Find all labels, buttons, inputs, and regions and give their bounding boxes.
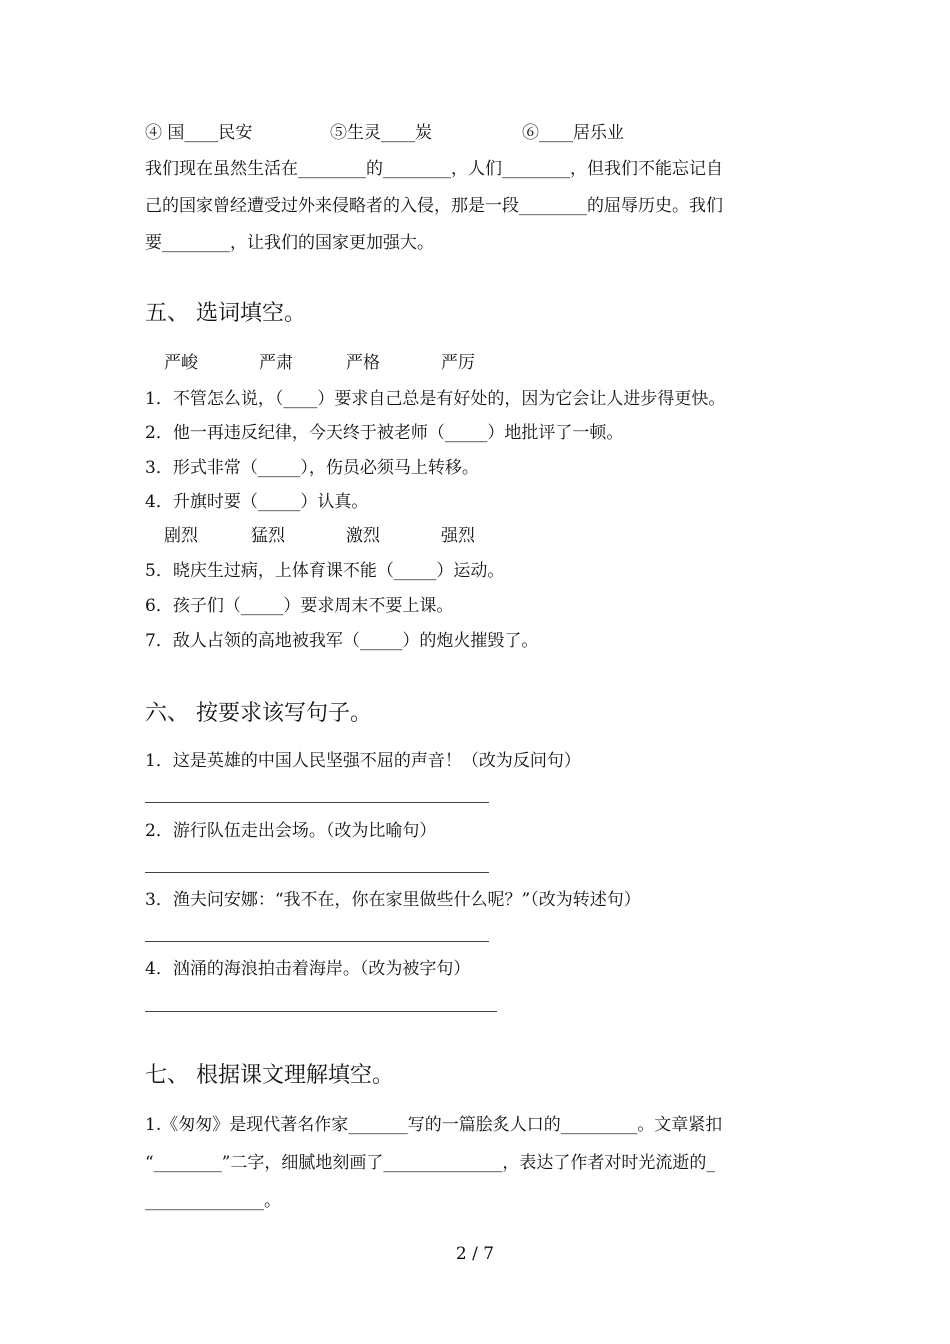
word-option: 猛烈: [251, 526, 285, 546]
idiom-4: ④ 国____民安: [145, 123, 253, 143]
fill-line-1: 1.《匆匆》是现代著名作家_______写的一篇脍炙人口的_________。文章紧扣: [145, 1115, 723, 1135]
question-6: 6．孩子们（_____）要求周末不要上课。: [145, 596, 454, 616]
paragraph-line-2: 己的国家曾经遭受过外来侵略者的入侵，那是一段________的屈辱历史。我们: [145, 196, 723, 216]
idiom-5: ⑤生灵____炭: [330, 123, 432, 143]
word-option: 强烈: [441, 526, 475, 546]
word-option: 严厉: [441, 353, 475, 373]
question-4: 4．升旗时要（_____）认真。: [145, 492, 369, 512]
answer-line: [145, 941, 489, 942]
paragraph-line-1: 我们现在虽然生活在________的________，人们________，但我们不能忘记自: [145, 159, 723, 179]
word-option: 剧烈: [164, 526, 198, 546]
word-option: 严峻: [164, 353, 198, 373]
idiom-6: ⑥____居乐业: [522, 123, 624, 143]
answer-line: [145, 1011, 497, 1012]
rewrite-question-4: 4．汹涌的海浪拍击着海岸。（改为被字句）: [145, 959, 471, 979]
rewrite-question-2: 2．游行队伍走出会场。（改为比喻句）: [145, 821, 437, 841]
paragraph-line-3: 要________，让我们的国家更加强大。: [145, 233, 434, 253]
fill-line-3: ______________。: [145, 1191, 281, 1211]
word-option: 严肃: [259, 353, 293, 373]
word-option: 激烈: [346, 526, 380, 546]
page-number: 2 / 7: [455, 1244, 495, 1264]
question-5: 5．晓庆生过病，上体育课不能（_____）运动。: [145, 561, 505, 581]
rewrite-question-1: 1．这是英雄的中国人民坚强不屈的声音！（改为反问句）: [145, 751, 581, 771]
word-bank-2: [0, 525, 950, 547]
answer-line: [145, 802, 489, 803]
question-2: 2．他一再违反纪律，今天终于被老师（_____）地批评了一顿。: [145, 423, 624, 443]
word-bank-1: [0, 352, 950, 374]
section-6-title: 六、 按要求该写句子。: [145, 701, 372, 726]
question-3: 3．形式非常（_____），伤员必须马上转移。: [145, 458, 479, 478]
question-7: 7．敌人占领的高地被我军（_____）的炮火摧毁了。: [145, 631, 539, 651]
section-7-title: 七、 根据课文理解填空。: [145, 1063, 394, 1088]
fill-line-2: “________”二字，细腻地刻画了______________，表达了作者对时光流逝的_: [145, 1153, 715, 1173]
answer-line: [145, 872, 489, 873]
section-5-title: 五、 选词填空。: [145, 301, 306, 326]
rewrite-question-3: 3．渔夫问安娜：“我不在，你在家里做些什么呢？”（改为转述句）: [145, 890, 641, 910]
question-1: 1．不管怎么说，（____）要求自己总是有好处的，因为它会让人进步得更快。: [145, 389, 726, 409]
word-option: 严格: [346, 353, 380, 373]
